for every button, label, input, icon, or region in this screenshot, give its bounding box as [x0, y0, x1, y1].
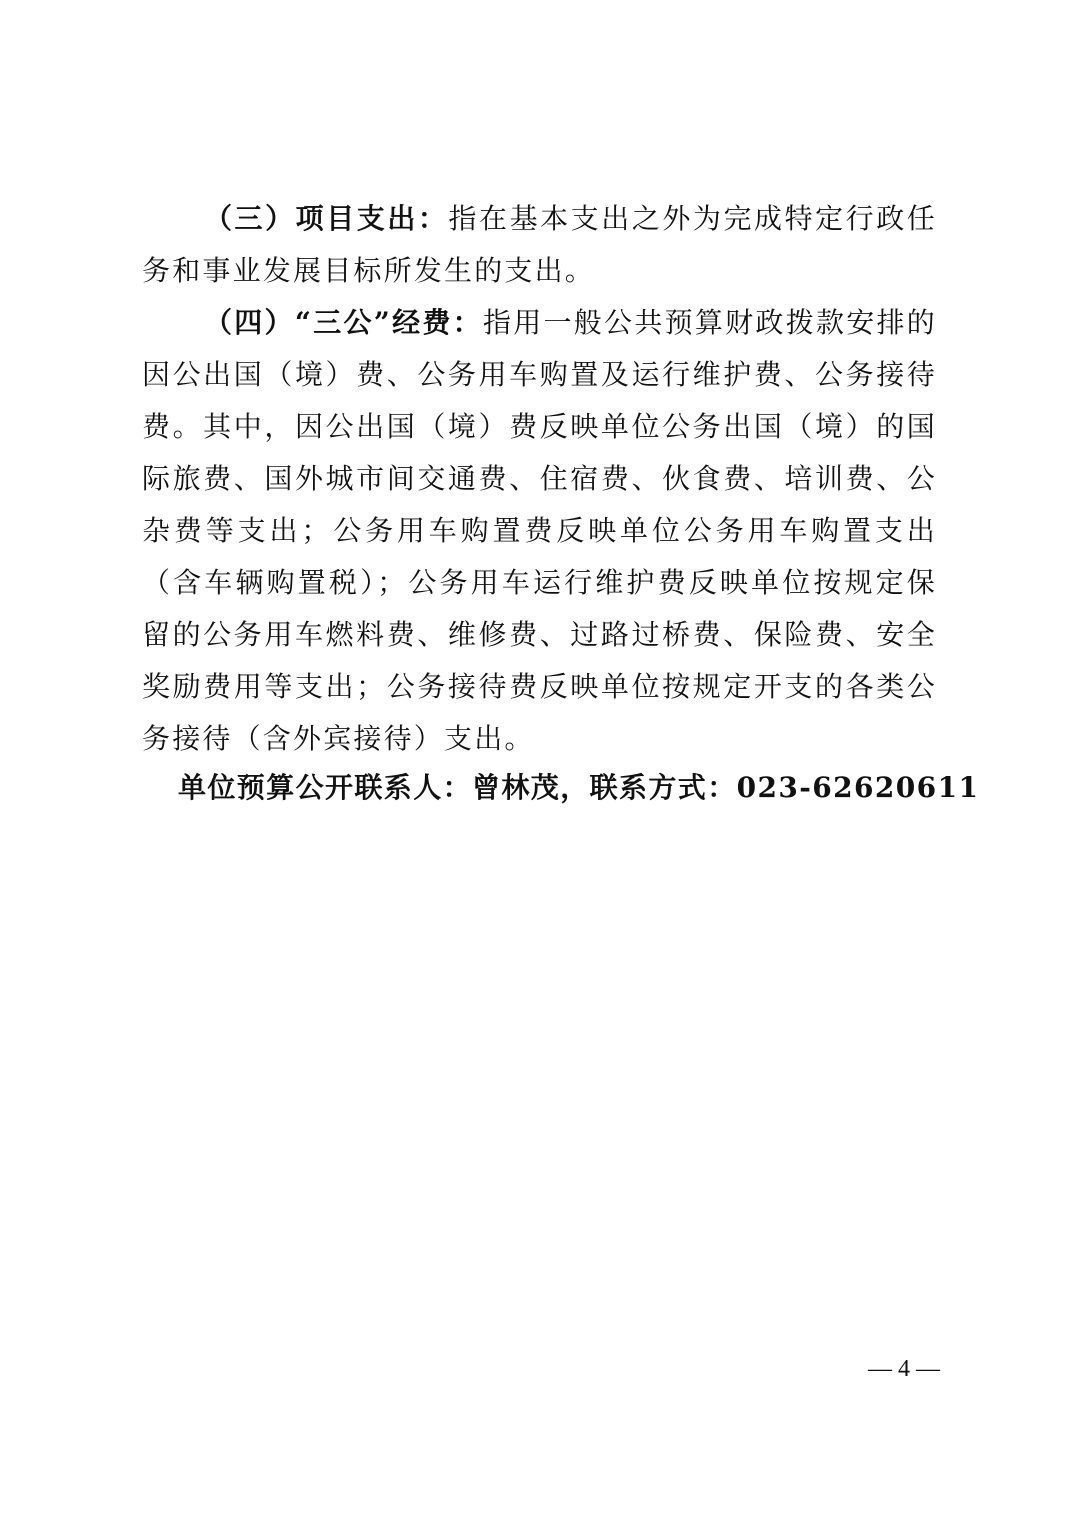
term-three-public-funds: （四）“三公”经费： [204, 306, 483, 339]
page-number: — 4 — [868, 1356, 940, 1382]
term-project-expenditure: （三）项目支出： [204, 202, 449, 235]
definition-three-public-funds: 指用一般公共预算财政拨款安排的因公出国（境）费、公务用车购置及运行维护费、公务接待费。其中，因公出国（境）费反映单位公务出国（境）的国际旅费、国外城市间交通费、住宿费、伙食费、培训费、公杂费等支出；公务用车购置费反映单位公务用车购置支出（含车辆购置税）；公务用车运行维护费反映单位按规定保留的公务用车燃料费、维修费、过路过桥费、保险费、安全奖励费用等支出；公务接待费反映单位按规定开支的各类公务接待（含外宾接待）支出。 [142, 306, 937, 755]
contact-line: 单位预算公开联系人：曾林茂，联系方式：023-62620611 [178, 771, 980, 804]
definition-project-expenditure: 指在基本支出之外为完成特定行政任务和事业发展目标所发生的支出。 [142, 202, 937, 287]
paragraph-project-expenditure [142, 193, 937, 297]
paragraph-three-public-funds [142, 297, 937, 765]
